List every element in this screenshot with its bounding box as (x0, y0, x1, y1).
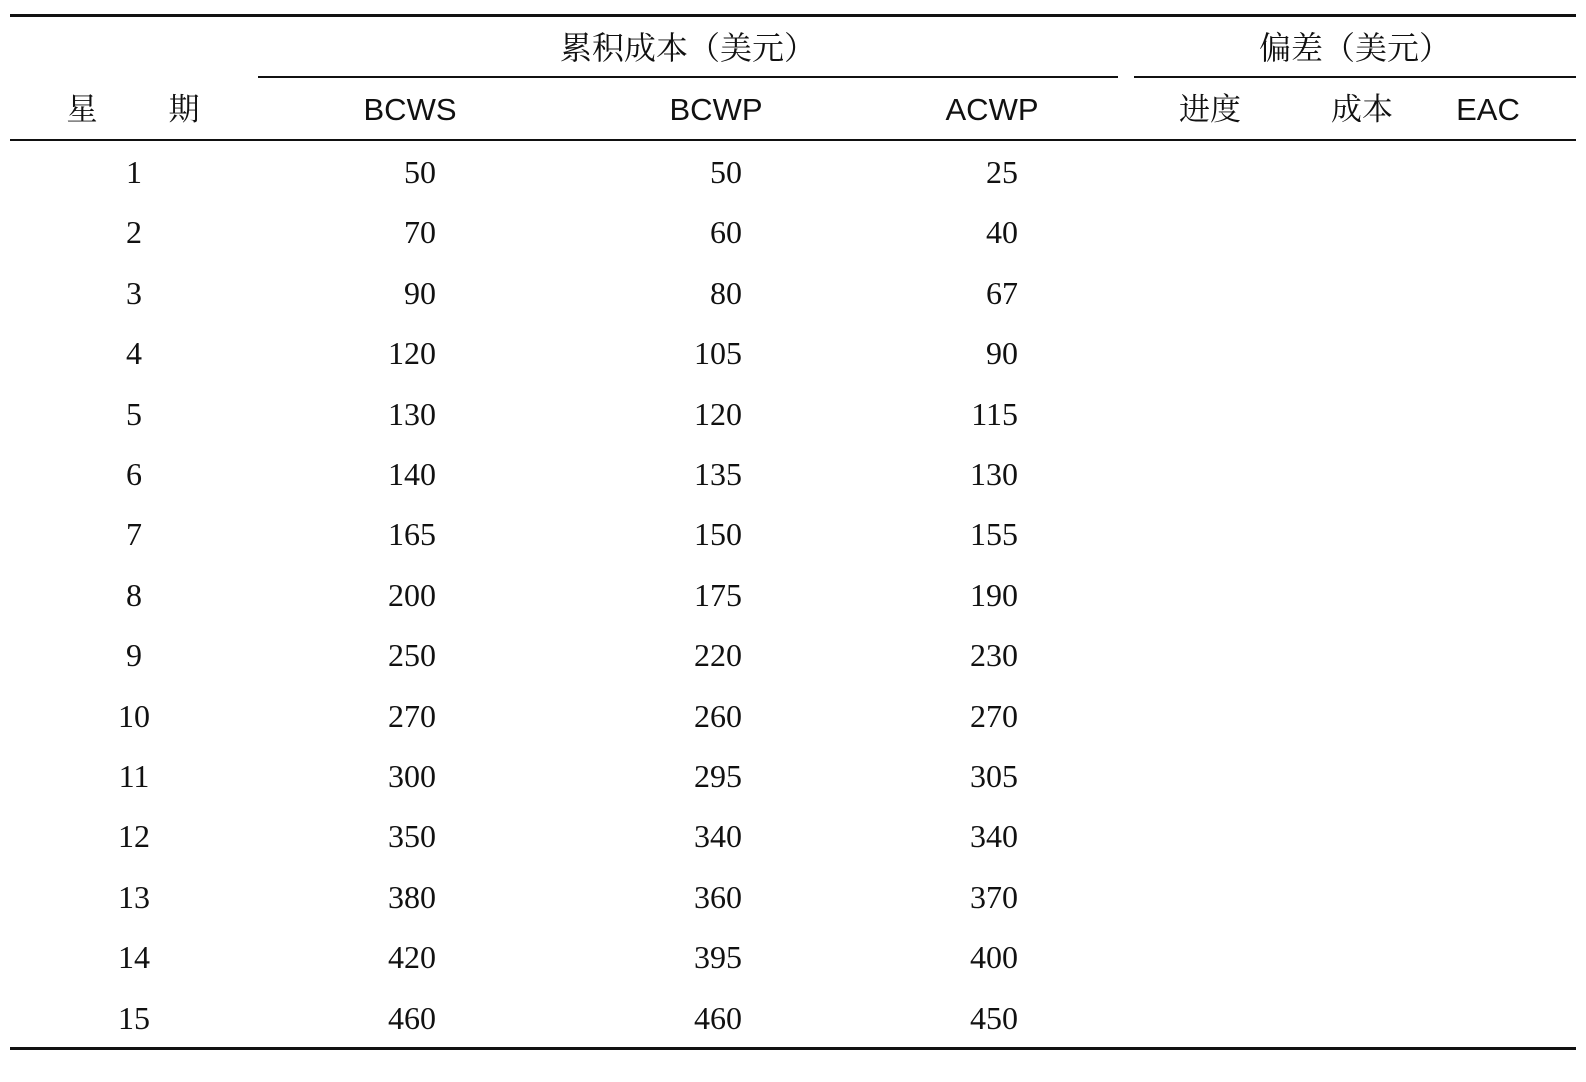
column-header-acwp: ACWP (945, 92, 1039, 127)
table-row (10, 746, 1576, 806)
bcwp-cell: 360 (694, 878, 742, 915)
acwp-cell: 450 (970, 999, 1018, 1036)
bcwp-cell: 60 (710, 214, 742, 251)
week-cell: 3 (126, 274, 142, 311)
table-top-rule (10, 14, 1576, 17)
table-row (10, 927, 1576, 987)
acwp-cell: 340 (970, 818, 1018, 855)
table-row (10, 202, 1576, 262)
week-cell: 14 (118, 939, 150, 976)
acwp-cell: 400 (970, 939, 1018, 976)
week-cell: 4 (126, 335, 142, 372)
table-row (10, 504, 1576, 564)
bcws-cell: 90 (404, 274, 436, 311)
table-row (10, 263, 1576, 323)
bcws-cell: 70 (404, 214, 436, 251)
week-cell: 1 (126, 154, 142, 190)
bcws-cell: 120 (388, 335, 436, 372)
bcws-cell: 380 (388, 878, 436, 915)
table-row (10, 444, 1576, 504)
table-row (10, 384, 1576, 444)
bcwp-cell: 105 (694, 335, 742, 372)
week-cell: 10 (118, 697, 150, 734)
bcws-cell: 460 (388, 999, 436, 1036)
acwp-cell: 190 (970, 576, 1018, 613)
table-row (10, 323, 1576, 383)
bcws-cell: 165 (388, 516, 436, 553)
column-header-week-right: 期 (168, 92, 200, 128)
bcws-cell: 250 (388, 637, 436, 674)
bcwp-cell: 120 (694, 395, 742, 432)
table-row (10, 867, 1576, 927)
bcwp-cell: 460 (694, 999, 742, 1036)
group-header-variance: 偏差（美元） (1258, 29, 1451, 67)
acwp-cell: 90 (986, 335, 1018, 372)
column-header-week-left: 星 (66, 92, 98, 128)
bcwp-cell: 80 (710, 274, 742, 311)
week-cell: 11 (118, 758, 150, 794)
week-cell: 5 (126, 395, 142, 432)
week-cell: 12 (118, 818, 150, 855)
acwp-cell: 230 (970, 637, 1018, 674)
table-row (10, 686, 1576, 746)
column-header-bcws: BCWS (363, 92, 457, 127)
bcws-cell: 130 (388, 395, 436, 432)
bcwp-cell: 295 (694, 758, 742, 794)
group-header-cumulative-cost: 累积成本（美元） (559, 29, 816, 67)
bcwp-cell: 50 (710, 154, 742, 190)
column-header-bcwp: BCWP (669, 92, 763, 127)
week-cell: 13 (118, 878, 150, 915)
bcws-cell: 200 (388, 576, 436, 613)
acwp-cell: 115 (971, 395, 1018, 432)
table-row (10, 565, 1576, 625)
bcws-cell: 270 (388, 697, 436, 734)
acwp-cell: 370 (970, 878, 1018, 915)
column-header-eac: EAC (1456, 92, 1520, 127)
bcws-cell: 350 (388, 818, 436, 855)
bcwp-cell: 150 (694, 516, 742, 553)
bcwp-cell: 220 (694, 637, 742, 674)
bcwp-cell: 260 (694, 697, 742, 734)
column-header-cost: 成本 (1331, 92, 1393, 128)
table-row (10, 988, 1576, 1048)
week-cell: 15 (118, 999, 150, 1036)
acwp-cell: 130 (970, 456, 1018, 492)
week-cell: 6 (126, 456, 142, 492)
table-bottom-rule (10, 1047, 1576, 1050)
acwp-cell: 67 (986, 274, 1018, 311)
week-cell: 7 (126, 516, 142, 553)
acwp-cell: 155 (970, 516, 1018, 553)
week-cell: 2 (126, 214, 142, 251)
bcwp-cell: 135 (694, 456, 742, 492)
bcwp-cell: 340 (694, 818, 742, 855)
group-underline-cumulative (258, 76, 1118, 78)
acwp-cell: 40 (986, 214, 1018, 251)
header-bottom-rule (10, 139, 1576, 141)
bcwp-cell: 395 (694, 939, 742, 976)
bcws-cell: 420 (388, 939, 436, 976)
bcws-cell: 140 (388, 456, 436, 492)
table-row (10, 142, 1576, 202)
group-underline-variance (1134, 76, 1576, 78)
table-row (10, 625, 1576, 685)
column-header-schedule: 进度 (1179, 92, 1241, 128)
week-cell: 8 (126, 576, 142, 613)
acwp-cell: 270 (970, 697, 1018, 734)
bcws-cell: 50 (404, 154, 436, 190)
week-cell: 9 (126, 637, 142, 674)
bcwp-cell: 175 (694, 576, 742, 613)
bcws-cell: 300 (388, 758, 436, 794)
acwp-cell: 305 (970, 758, 1018, 794)
table-row (10, 806, 1576, 866)
acwp-cell: 25 (986, 154, 1018, 190)
